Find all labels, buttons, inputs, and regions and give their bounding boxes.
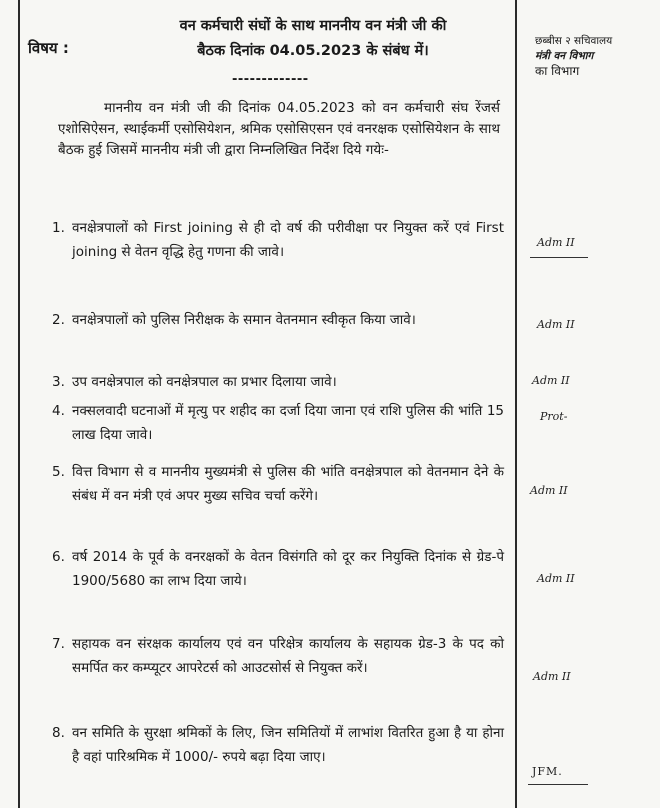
list-item-text: उप वनक्षेत्रपाल को वनक्षेत्रपाल का प्रभार दिलाया जावे। (72, 374, 337, 390)
left-border-line (18, 0, 20, 808)
margin-note-item-4: Prot- (540, 410, 568, 423)
list-item-text: वन समिति के सुरक्षा श्रमिकों के लिए, जिन समितियों में लाभांश वितरित हुआ है या होना है वहां पारिश्रमिक में 1000/- रुपये बढ़ा दिया जाए। (72, 725, 504, 765)
list-item-text: वनक्षेत्रपालों को पुलिस निरीक्षक के समान वेतनमान स्वीकृत किया जावे। (72, 312, 416, 328)
margin-dept-line-1: छब्बीस २ सचिवालय (535, 35, 613, 47)
margin-department-note (535, 34, 655, 79)
list-item-7 (52, 632, 504, 680)
margin-note-item-2: Adm II (537, 318, 575, 331)
list-item-8 (52, 721, 504, 769)
list-item-number: 6. (52, 549, 65, 565)
margin-note-item-1: Adm II (537, 236, 575, 249)
subject-line-1: वन कर्मचारी संघों के साथ माननीय वन मंत्री जी की (179, 18, 447, 34)
list-item-text: नक्सलवादी घटनाओं में मृत्यु पर शहीद का दर्जा दिया जाना एवं राशि पुलिस की भांति 15 लाख दिया जावे। (72, 403, 504, 443)
list-item-3 (52, 370, 504, 394)
list-item-6 (52, 545, 504, 593)
list-item-number: 5. (52, 464, 65, 480)
list-item-number: 4. (52, 403, 65, 419)
list-item-number: 8. (52, 725, 65, 741)
margin-dept-line-2: मंत्री वन विभाग (535, 50, 594, 62)
subject-separator: ------------- (232, 72, 309, 87)
list-item-text: वनक्षेत्रपालों को First joining से ही दो वर्ष की परीवीक्षा पर नियुक्त करें एवं First joining से वेतन वृद्धि हेतु गणना की जावे। (72, 220, 504, 260)
list-item-number: 1. (52, 220, 65, 236)
margin-note-item-6: Adm II (537, 572, 575, 585)
intro-paragraph: माननीय वन मंत्री जी की दिनांक 04.05.2023 को वन कर्मचारी संघ रेंजर्स एशोसिऐसन, स्थाईकर्मी एसोसियेशन, श्रमिक एसोसिएसन एवं वनरक्षक एसोसियेशन के साथ बैठक हुई जिसमें माननीय मंत्री जी द्वारा निम्नलिखित निर्देश दिये गयेः- (58, 100, 500, 158)
margin-note-item-3: Adm II (532, 374, 570, 387)
subject-label: विषय : (28, 39, 69, 57)
list-item-number: 7. (52, 636, 65, 652)
list-item-number: 3. (52, 374, 65, 390)
list-item-text: वित्त विभाग से व माननीय मुख्यमंत्री से पुलिस की भांति वनक्षेत्रपाल को वेतनमान देने के संबंध में वन मंत्री एवं अपर मुख्य सचिव चर्चा करेंगे। (72, 464, 504, 504)
right-margin-line (515, 0, 517, 808)
list-item-number: 2. (52, 312, 65, 328)
margin-note-item-5: Adm II (530, 484, 568, 497)
list-item-2 (52, 308, 504, 332)
subject-line-2: बैठक दिनांक 04.05.2023 के संबंध में। (197, 43, 429, 59)
list-item-text: वर्ष 2014 के पूर्व के वनरक्षकों के वेतन विसंगति को दूर कर नियुक्ति दिनांक से ग्रेड-पे 1900/5680 का लाभ दिया जाये। (72, 549, 504, 589)
margin-note-underline (530, 257, 588, 258)
list-item-1 (52, 216, 504, 264)
subject-heading (118, 14, 508, 64)
list-item-text: सहायक वन संरक्षक कार्यालय एवं वन परिक्षेत्र कार्यालय के सहायक ग्रेड-3 के पद को समर्पित कर कम्प्यूटर आपरेटर्स को आउटसोर्स से नियुक्त करें। (72, 636, 504, 676)
margin-note-underline (528, 784, 588, 785)
margin-dept-line-3: का विभाग (535, 64, 580, 78)
margin-note-item-8: JFM. (532, 765, 563, 778)
list-item-4 (52, 399, 504, 447)
list-item-5 (52, 460, 504, 508)
margin-note-item-7: Adm II (533, 670, 571, 683)
